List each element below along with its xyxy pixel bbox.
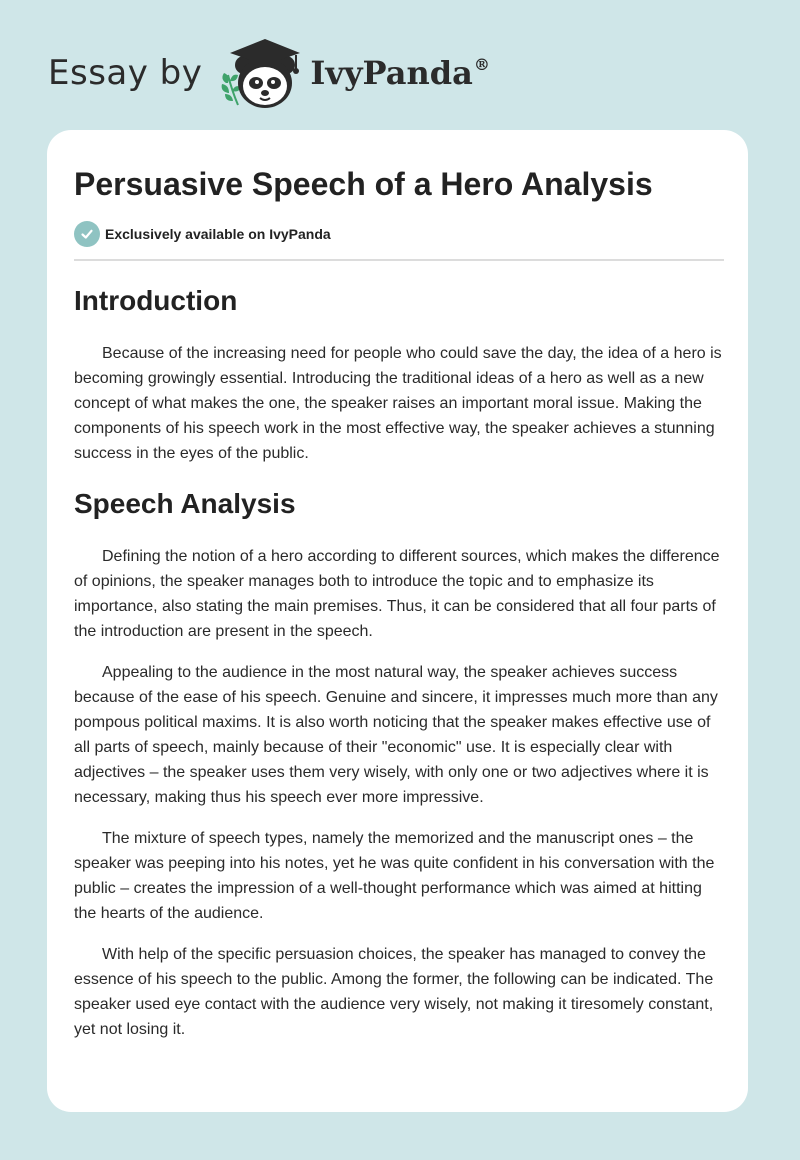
site-header (48, 28, 490, 118)
paragraph: Appealing to the audience in the most natural way, the speaker achieves success because of the ease of his speech. Genuine and sincere, it impresses much more than any pompous political maxims. It is also worth noticing that the speaker makes effective use of all parts of speech, mainly because of their "economic" use. It is especially clear with adjectives – the speaker uses them very wisely, with only one or two adjectives where it is necessary, making thus his speech ever more impressive. (74, 664, 718, 806)
paragraph: The mixture of speech types, namely the memorized and the manuscript ones – the speaker was peeping into his notes, yet he was quite confident in his conversation with the public – creates the impression of a well-thought performance which was aimed at hitting the hearts of the audience. (74, 830, 715, 922)
divider (74, 259, 724, 261)
essay-by-label: Essay by (48, 53, 203, 93)
paragraph: Because of the increasing need for people who could save the day, the idea of a hero is becoming growingly essential. Introducing the traditional ideas of a hero as well as a new concept of what makes the one, the speaker raises an important moral issue. Making the components of his speech work in the most effective way, the speaker achieves a stunning success in the eyes of the public. (74, 345, 722, 462)
check-icon (74, 221, 100, 247)
page-title: Persuasive Speech of a Hero Analysis (74, 166, 653, 202)
article-card (47, 130, 748, 1112)
section-heading-speech-analysis: Speech Analysis (74, 488, 296, 519)
paragraph: With help of the specific persuasion choices, the speaker has managed to convey the essence of his speech to the public. Among the former, the following can be indicated. The speaker used eye contact with the audience very wisely, not making it tiresomely constant, yet not losing it. (74, 946, 714, 1038)
article-content (74, 162, 724, 1042)
brand-name[interactable]: IvyPanda® (310, 54, 490, 92)
exclusive-badge (74, 220, 724, 248)
panda-graduation-cap-icon[interactable] (216, 31, 306, 115)
section-heading-introduction: Introduction (74, 285, 238, 316)
paragraph: Defining the notion of a hero according to different sources, which makes the difference of opinions, the speaker manages both to introduce the topic and to emphasize its importance, also stating the main premises. Thus, it can be considered that all four parts of the introduction are present in the speech. (74, 548, 720, 640)
registered-mark: ® (473, 55, 490, 74)
exclusive-label: Exclusively available on IvyPanda (105, 226, 331, 242)
